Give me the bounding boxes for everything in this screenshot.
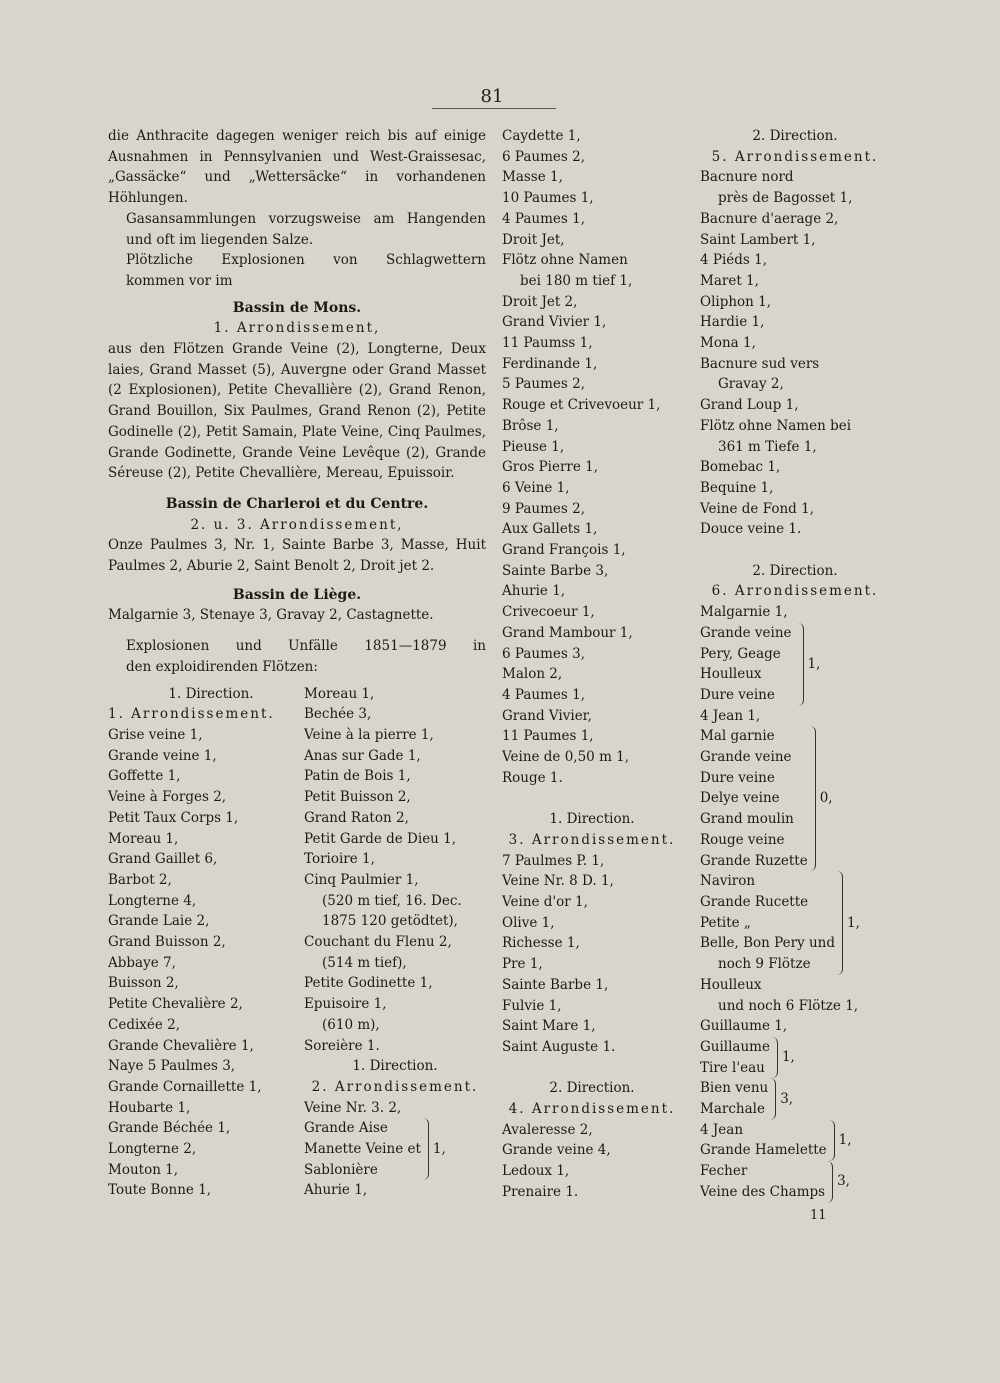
text-line: Grand Bouillon, Six Paulmes, Grand Renon (2), Petite [108,403,486,420]
charleroi-arrondissement: 2. u. 3. Arrondissement, [190,516,404,533]
list-item: Mal garnie [700,728,775,745]
list-item: Abbaye 7, [108,954,176,971]
list-item: Grand Buisson 2, [108,934,226,951]
list-item: Veine d'or 1, [502,894,588,910]
list-item: Toute Bonne 1, [108,1182,212,1199]
list-item: Veine de 0,50 m 1, [502,749,630,766]
text-line: die Anthracite dagegen weniger reich bis auf einige [108,128,486,144]
mons-arrondissement: 1. Arrondissement, [213,320,381,337]
text-line: laies, Grand Masset (5), Auvergne oder Grand Masset [108,361,486,378]
list-item: Bacnure nord [700,169,794,186]
list-item: Grand Gaillet 6, [108,851,218,868]
brace-group: 4 Jean Grande Hamelette 1, [700,1120,890,1161]
list-item: Caydette 1, [502,128,581,144]
list-item: 11 Paumes 1, [502,728,594,745]
list-item: Rouge veine [700,831,785,848]
list-item: 2. Arrondissement. [311,1078,479,1095]
text-line: (2 Explosionen), Petite Chevallière (2), Grand Renon, [108,382,486,399]
list-item: Houlleux [700,976,762,993]
list-item: Bacnure d'aerage 2, [700,210,839,227]
brace-group: Guillaume Tire l'eau 1, [700,1037,890,1078]
middle-column [502,126,682,1203]
list-item: Ledoux 1, [502,1163,570,1180]
list-item: Hardie 1, [700,314,765,331]
text-line: Explosionen und Unfälle 1851—1879 in [126,638,486,655]
list-item: 4 Paumes 1, [502,686,585,703]
list-item: Malgarnie 1, [700,604,788,621]
list-item: Naye 5 Paulmes 3, [108,1058,236,1075]
right-column [700,126,890,1203]
text-line: Plötzliche Explosionen von Schlagwettern [126,252,486,269]
list-item: Bequine 1, [700,479,774,496]
direction-heading: 2. Direction. [752,128,838,144]
list-item: Droit Jet, [502,231,565,248]
list-item: Grande Cornaillette 1, [108,1078,262,1095]
list-item: Grande Hamelette [700,1142,827,1159]
list-item: Veine des Champs [700,1183,826,1200]
list-item: Grande Aise [304,1120,388,1137]
list-item: 4 Jean 1, [700,707,761,724]
list-item: 6 Veine 1, [502,479,570,496]
list-item: 4 Piéds 1, [700,252,768,269]
list-item: Grande veine 1, [108,747,217,764]
list-item: Bien venu [700,1080,769,1097]
text-line: kommen vor im [126,272,233,289]
list-item: Rouge et Crivevoeur 1, [502,397,661,414]
arrondissement-heading: 3. Arrondissement. [508,831,676,848]
list-item: Ahurie 1, [304,1182,368,1199]
subcolumn-1 [108,684,304,1202]
list-item: Maret 1, [700,272,759,289]
list-item: Cinq Paulmier 1, [304,871,419,888]
list-item: bei 180 m tief 1, [520,272,633,289]
list-item: 4 Paumes 1, [502,210,585,227]
list-item: Grand François 1, [502,542,626,559]
list-item: Avaleresse 2, [502,1121,593,1138]
text-line: Gasansammlungen vorzugsweise am Hangenden [126,210,486,227]
list-item: Prenaire 1. [502,1183,579,1200]
list-item: Oliphon 1, [700,293,772,310]
list-item: Masse 1, [502,169,563,186]
list-item: Veine Nr. 8 D. 1, [502,873,614,890]
list-item: Pieuse 1, [502,438,565,455]
text-line: Ausnahmen in Pennsylvanien und West-Graissesac, [108,148,486,165]
list-item: 1. Arrondissement. [108,706,275,723]
list-item: noch 9 Flötze [718,956,811,973]
list-item: Epuisoire 1, [304,996,387,1013]
heading-charleroi: Bassin de Charleroi et du Centre. [165,495,429,512]
arrondissement-heading: 5. Arrondissement. [711,148,879,165]
list-item: 7 Paulmes P. 1, [502,852,605,869]
list-item: 6 Paumes 2, [502,148,585,165]
list-item: près de Bagosset 1, [718,190,853,207]
paragraph-gas [108,209,486,250]
list-item: Petit Buisson 2, [304,789,411,806]
heading-mons: Bassin de Mons. [232,299,362,316]
list-item: Sablonière [304,1161,378,1178]
arrondissement-heading: 6. Arrondissement. [711,583,879,600]
list-item: Moreau 1, [304,685,375,702]
list-item: Petite Chevalière 2, [108,996,243,1013]
list-item: Grande Béchée 1, [108,1120,231,1137]
list-item: (610 m), [322,1016,380,1033]
list-item: Soreière 1. [304,1037,380,1054]
brace-group: Mal garnie Grande veine Dure veine Delye veine Grand moulin Rouge veine Grande Ruzette 0, [700,726,890,871]
list-item: Gros Pierre 1, [502,459,599,476]
list-item: Brôse 1, [502,417,559,434]
list-item: Guillaume [700,1038,770,1055]
list-item: 1875 120 getödtet), [322,913,458,930]
list-item: 4 Jean [700,1121,744,1138]
direction-heading: 2. Direction. [549,1080,635,1097]
list-item: Olive 1, [502,914,555,931]
header-rule [432,108,556,109]
list-item: Saint Mare 1, [502,1018,596,1035]
brace-group: Grande veine Pery, Geage Houlleux Dure veine 1, [700,623,890,706]
list-item: Ahurie 1, [502,583,566,600]
signature-mark: 11 [810,1208,827,1223]
subcolumn-2 [304,684,486,1202]
list-item: 1. Direction. [352,1058,438,1075]
list-item: Malon 2, [502,666,563,683]
list-item: Richesse 1, [502,935,580,952]
text-line: Paulmes 2, Aburie 2, Saint Benolt 2, Droit jet 2. [108,558,435,575]
list-item: Grise veine 1, [108,726,203,743]
list-item: Grand Loup 1, [700,397,799,414]
list-item: Patin de Bois 1, [304,768,411,785]
list-item: (520 m tief, 16. Dec. [322,892,462,909]
brace-group: Fecher Veine des Champs 3, [700,1161,890,1202]
list-item: Petit Taux Corps 1, [108,809,239,826]
list-item: Bomebac 1, [700,459,781,476]
list-item: Barbot 2, [108,871,172,888]
list-item: Cedixée 2, [108,1016,181,1033]
list-item: Petite „ [700,914,751,931]
list-item: Grande veine [700,624,792,641]
direction-subcolumns [108,684,486,1202]
text-line: Grande Godinette, Grande Veine Levêque (2), Grande [108,444,486,461]
heading-liege: Bassin de Liège. [232,586,362,603]
brace-group: Grande Aise Manette Veine et Sablonière 1, [304,1118,486,1180]
list-item: Flötz ohne Namen bei [700,417,852,434]
list-item: und noch 6 Flötze 1, [718,997,859,1014]
list-item: Manette Veine et [304,1141,421,1158]
list-item: Grande Laie 2, [108,913,210,930]
list-item: Grand Raton 2, [304,809,409,826]
list-item: 11 Paumss 1, [502,335,593,352]
list-item: Torioire 1, [304,851,375,868]
list-item: Ferdinande 1, [502,355,598,372]
list-item: Anas sur Gade 1, [304,747,421,764]
text-line: aus den Flötzen Grande Veine (2), Longterne, Deux [108,341,486,358]
text-line: Onze Paulmes 3, Nr. 1, Sainte Barbe 3, Masse, Huit [108,537,486,554]
list-item: Grand moulin [700,811,794,828]
list-item: Petite Godinette 1, [304,975,433,992]
list-item: Sainte Barbe 3, [502,562,609,579]
list-item: Bacnure sud vers [700,355,820,372]
list-item: Aux Gallets 1, [502,521,598,538]
list-item: Moreau 1, [108,830,179,847]
text-line: Godinelle (2), Petit Samain, Plate Veine, Cinq Paulmes, [108,423,486,440]
list-item: Couchant du Flenu 2, [304,934,452,951]
list-item: Naviron [700,873,756,890]
paragraph-explosions [108,250,486,291]
list-item: 5 Paumes 2, [502,376,585,393]
text-line: und oft im liegenden Salze. [126,231,314,248]
left-column [108,126,486,1201]
list-item: Rouge 1. [502,769,563,786]
list-item: Marchale [700,1101,765,1118]
list-item: Guillaume 1, [700,1018,788,1035]
list-item: Fulvie 1, [502,997,562,1014]
brace-group: Bien venu Marchale 3, [700,1078,890,1119]
list-item: Grande Chevalière 1, [108,1037,254,1054]
list-item: Longterne 4, [108,892,197,909]
arrondissement-heading: 4. Arrondissement. [508,1101,676,1118]
list-item: Veine de Fond 1, [700,500,814,517]
list-item: Delye veine [700,790,780,807]
list-item: 361 m Tiefe 1, [718,438,817,455]
list-item: Mouton 1, [108,1161,179,1178]
list-item: Longterne 2, [108,1141,197,1158]
list-item: Pre 1, [502,956,543,973]
list-item: Grande Rucette [700,894,809,910]
list-item: Grand Vivier, [502,707,592,724]
list-item: Saint Lambert 1, [700,231,816,248]
list-item: Goffette 1, [108,768,181,785]
list-item: Droit Jet 2, [502,293,578,310]
list-item: Grand Vivier 1, [502,314,607,331]
list-item: Sainte Barbe 1, [502,976,609,993]
brace-group: Naviron Grande Rucette Petite „ Belle, Bon Pery und noch 9 Flötze 1, [700,871,890,975]
list-item: Dure veine [700,686,775,703]
list-item: 10 Paumes 1, [502,190,594,207]
list-item: Veine à Forges 2, [108,789,227,806]
list-item: Gravay 2, [718,376,784,393]
list-item: 1. Direction. [168,685,254,702]
direction-heading: 2. Direction. [752,562,838,579]
list-item: Veine Nr. 3. 2, [304,1099,402,1116]
list-item: Crivecoeur 1, [502,604,595,621]
page-number: 81 [480,86,504,107]
list-item: Dure veine [700,769,775,786]
list-item: Saint Auguste 1. [502,1038,616,1055]
list-item: Veine à la pierre 1, [304,726,434,743]
list-item: (514 m tief), [322,954,407,971]
list-item: Fecher [700,1163,748,1180]
paragraph-charleroi [108,535,486,576]
paragraph-mons [108,339,486,484]
list-item: Douce veine 1. [700,521,802,538]
paragraph-explosionen [108,636,486,677]
list-item: Grande veine [700,749,792,766]
list-item: 9 Paumes 2, [502,500,585,517]
list-item: Houlleux [700,666,762,683]
text-line: den exploidirenden Flötzen: [126,658,318,675]
list-item: 6 Paumes 3, [502,645,585,662]
brace [423,1118,429,1180]
list-item: Flötz ohne Namen [502,252,628,269]
list-item: Buisson 2, [108,975,179,992]
list-item: Petit Garde de Dieu 1, [304,830,457,847]
list-item: Mona 1, [700,335,756,352]
list-item: Grande Ruzette [700,852,808,869]
text-line: Höhlungen. [108,190,188,207]
liege-line: Malgarnie 3, Stenaye 3, Gravay 2, Castagnette. [108,607,434,624]
list-item: Pery, Geage [700,645,781,662]
list-item: Grand Mambour 1, [502,624,633,641]
direction-heading: 1. Direction. [549,811,635,828]
text-line: Séreuse (2), Petite Chevallière, Mereau, Epuissoir. [108,465,455,482]
list-item: Bechée 3, [304,706,372,723]
list-item: Grande veine 4, [502,1142,611,1159]
text-line: „Gassäcke“ und „Wettersäcke“ in vorhandenen [108,169,486,186]
list-item: Tire l'eau [700,1059,765,1076]
list-item: Belle, Bon Pery und [700,935,836,952]
list-item: Houbarte 1, [108,1099,191,1116]
paragraph-intro [108,126,486,209]
